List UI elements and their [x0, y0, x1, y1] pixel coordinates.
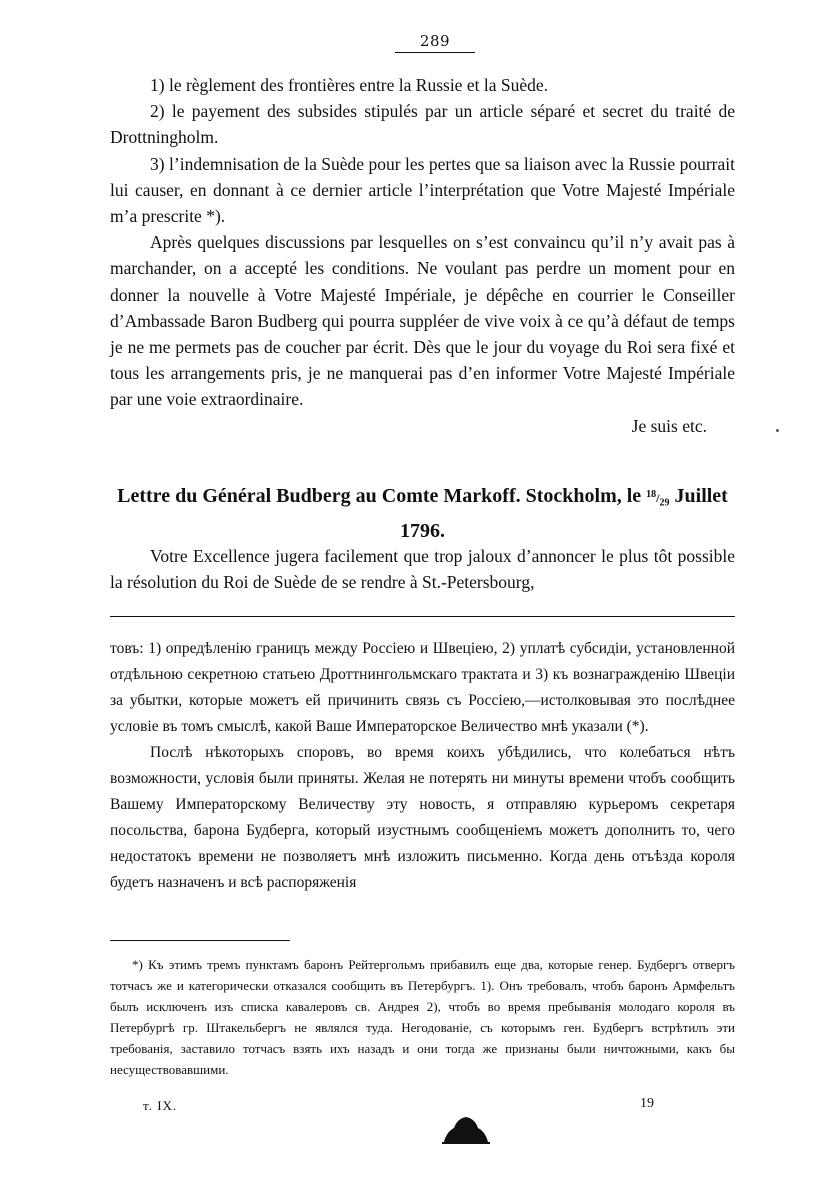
footnote-text: *) Къ этимъ тремъ пунктамъ баронъ Рейтергольмъ прибавилъ еще два, которые генер. Будбергъ отвергъ тотчасъ же и категорически отказался сообщить въ Петербургъ. 1). Онъ требовалъ, чтобъ баронъ Армфельтъ былъ исключенъ изъ списка кавалеровъ св. Андрея 2), чтобъ во время пребыванія молодаго короля въ Петербургѣ гр. Штакельбергъ не являлся туда. Негодованіе, съ которымъ ген. Будбергъ встрѣтилъ эти требованія, заставило тотчасъ взять ихъ назадъ и они тогда же признаны были ничтожными, какъ бы несуществовавшими.: [110, 957, 735, 1077]
french-paragraph: 3) l’indemnisation de la Suède pour les pertes que sa liaison avec la Russie pourrait lui causer, en donnant à ce dernier article l’interprétation que Votre Majesté Impériale m’a prescrite *).: [110, 153, 735, 227]
russian-paragraph: Послѣ нѣкоторыхъ споровъ, во время коихъ убѣдились, что колебаться нѣтъ возможности, условія были приняты. Желая не потерять ни минуты времени чтобъ сообщить Вашему Императорскому Величеству эту новость, я отправляю курьеромъ секретаря посольства, барона Будберга, который изустнымъ сообщеніемъ можетъ дополнить то, чего недостатокъ времени не позволяетъ мнѣ изложить письменно. Когда день отъѣзда короля будетъ назначенъ и всѣ распоряженія: [110, 744, 735, 891]
closing-formula: Je suis etc.: [631, 415, 707, 436]
print-speck: [776, 429, 779, 432]
date-denominator: 29: [659, 497, 670, 509]
heading-suffix: Juillet: [674, 485, 728, 507]
french-paragraph: 2) le payement des subsides stipulés par un article séparé et secret du traité de Drottningholm.: [110, 101, 735, 148]
french-continued-paragraph: Votre Excellence jugera facilement que trop jaloux d’annoncer le plus tôt possible la résolution du Roi de Suède de se rendre à St.-Petersbourg,: [110, 546, 735, 593]
page-number-underline: [395, 52, 475, 53]
date-numerator: 18: [646, 489, 657, 500]
footnote-divider: [110, 940, 290, 941]
ink-blot-ornament: [440, 1112, 492, 1144]
russian-paragraph: товъ: 1) опредѣленію границъ между Россіею и Швеціею, 2) уплатѣ субсидіи, установленной отдѣльною секретною статьею Дроттнингольмскаго трактата и 3) къ вознагражденію Швеціи за убытки, которые можетъ ей причинить связь съ Россіею,—истолковывая это послѣднее условіе въ томъ смыслѣ, какой Ваше Императорское Величество мнѣ указали (*).: [110, 640, 735, 735]
russian-text-block: [110, 636, 735, 896]
letter-heading-year: 1796.: [400, 520, 445, 543]
footnote-block: [110, 954, 735, 1080]
french-paragraph: Après quelques discussions par lesquelles on s’est convaincu qu’il n’y avait pas à marchander, on a accepté les conditions. Ne voulant pas perdre un moment pour en donner la nouvelle à Votre Majesté Impériale, je dépêche en courrier le Conseiller d’Ambassade Baron Budberg qui pourra suppléer de vive voix à ce qu’à défaut de temps je ne me permets pas de coucher par écrit. Dès que le jour du voyage du Roi sera fixé et tous les arrangements pris, je ne manquerai pas d’en informer Votre Majesté Impériale par une voie extraordinaire.: [110, 232, 735, 410]
page-number: 289: [419, 32, 451, 50]
heading-date-fraction: $^{18}/_{29}$: [646, 489, 670, 509]
french-text-block: [110, 72, 735, 439]
sheet-number: 19: [640, 1096, 654, 1111]
french-continued-block: [110, 543, 735, 595]
heading-prefix: Lettre du Général Budberg au Comte Markoff. Stockholm, le: [117, 485, 642, 507]
letter-heading-line1: [110, 480, 735, 517]
french-paragraph: 1) le règlement des frontières entre la Russie et la Suède.: [150, 75, 548, 95]
volume-signature: т. IX.: [143, 1098, 178, 1113]
translation-divider: [110, 616, 735, 617]
letter-heading: [110, 480, 735, 546]
